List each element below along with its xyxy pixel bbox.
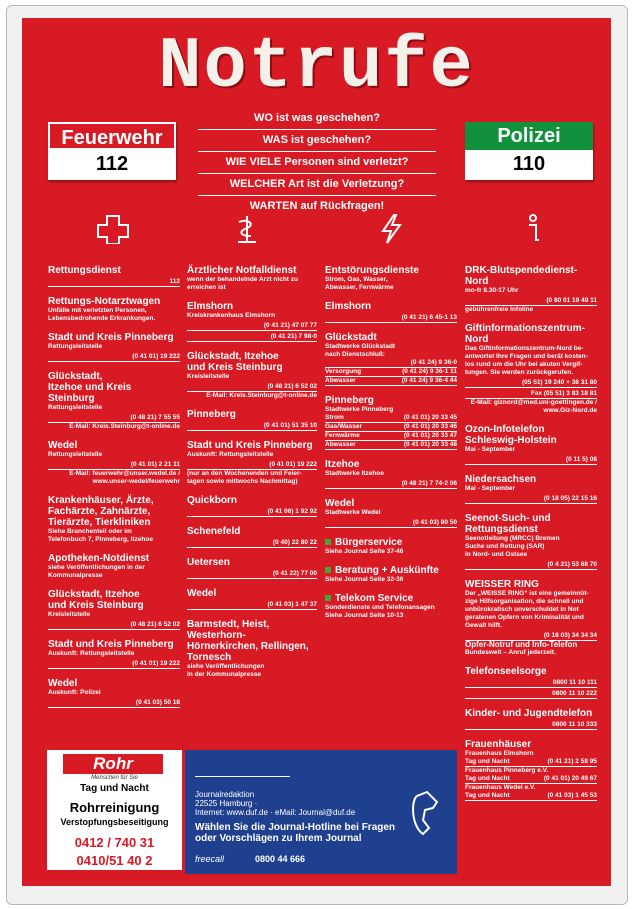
- entry-block: [187, 265, 317, 292]
- journal-headline-1: Wählen Sie die Journal-Hotline bei Fragen: [195, 822, 396, 833]
- phone-row-label: Tag und Nacht: [465, 775, 510, 782]
- entry-heading-cont: Schleswig-Holstein: [465, 435, 557, 446]
- rohr-ad: [47, 750, 182, 870]
- entry-subtext: Mai - September: [465, 446, 516, 453]
- entry-heading: Stadt und Kreis Pinneberg: [48, 639, 174, 650]
- police-sign: [465, 122, 593, 180]
- column-rescue: [48, 265, 180, 708]
- entry-heading: Krankenhäuser, Ärzte,: [48, 495, 154, 506]
- entry-subtext: Auskunft: Rettungsleitstelle: [48, 650, 135, 657]
- entry-subtext: Der „WEISSE RING“ ist eine gemeinnüt-: [465, 590, 589, 597]
- entry-block: [465, 666, 597, 699]
- fire-number: 112: [95, 153, 129, 175]
- phone-number: 0800 11 10 333: [465, 719, 597, 730]
- entry-block: [48, 678, 180, 708]
- bullet-heading: [325, 537, 457, 548]
- phone-row-label: Tag und Nacht: [465, 792, 510, 799]
- entry-block: [465, 579, 597, 657]
- journal-line1: Journalredaktion: [195, 790, 255, 799]
- phone-row: [325, 423, 457, 432]
- entry-block: [187, 409, 317, 431]
- phone-row-number: (0 41 24) 9 36-1 11: [402, 368, 457, 375]
- entry-block: [48, 639, 180, 669]
- entry-subtext: Stadtwerke Itzehoe: [325, 470, 384, 477]
- entry-block: [465, 474, 597, 504]
- fire-sign: [48, 122, 176, 180]
- question: WIE VIELE Personen sind verletzt?: [198, 152, 436, 174]
- entry-block: [325, 395, 457, 450]
- journal-phone: 0800 44 666: [255, 854, 306, 864]
- phone-number: (0 80 01 19 49 11: [465, 295, 597, 306]
- entry-subtext: Strom, Gas, Wasser,: [325, 276, 388, 283]
- entry-subtext: nach Dienstschluß:: [325, 351, 385, 358]
- phone-row: [465, 775, 597, 784]
- column-utilities: [325, 265, 457, 620]
- entry-block: [465, 708, 597, 730]
- entry-heading: Stadt und Kreis Pinneberg: [187, 440, 313, 451]
- phone-row: [325, 368, 457, 377]
- entry-heading: Niedersachsen: [465, 474, 537, 485]
- entry-block: [187, 557, 317, 579]
- phone-row-label: Frauenhaus Wedel e.V.: [465, 784, 536, 791]
- phone-row-number: (0 41 24) 9 36-0: [410, 359, 457, 366]
- entry-heading: Glückstadt: [325, 332, 377, 343]
- entry-heading: Stadt und Kreis Pinneberg: [48, 332, 174, 343]
- email-line: E-Mail: feuerwehr@unser.wedel.de / www.unser-wedel/feuerwehr: [69, 470, 180, 485]
- entry-subtext: Mai - September: [465, 485, 516, 492]
- entry-heading: WEISSER RING: [465, 579, 539, 590]
- phone-number: (0 41 06) 1 92 92: [187, 506, 317, 517]
- entry-block: [325, 498, 457, 528]
- question: WO ist was geschehen?: [198, 108, 436, 130]
- entry-heading: Elmshorn: [187, 301, 234, 312]
- phone-row: [465, 792, 597, 801]
- bullet-heading-text: Bürgerservice: [335, 537, 403, 548]
- bullet-heading-text: Beratung + Auskünfte: [335, 565, 439, 576]
- entry-heading: Glückstadt, Itzehoe: [187, 351, 279, 362]
- entry-block: [325, 265, 457, 292]
- phone-number: 0800 11 10 111: [465, 677, 597, 688]
- phone-number: (0 41 21) 7 98-0: [187, 331, 317, 342]
- entry-subtext: Das Giftinformationszentrum-Nord be-: [465, 345, 584, 352]
- phone-row-label: Abwasser: [325, 441, 356, 448]
- entry-subtext: Opfer-Notruf und Info-Telefon: [465, 640, 578, 649]
- entry-heading: Quickborn: [187, 495, 238, 506]
- phone-number: (0 18 03) 34 34 34: [465, 630, 597, 641]
- entry-block: [325, 301, 457, 323]
- entry-subtext: Kreisleitstelle: [48, 611, 91, 618]
- entry-heading: Apotheken-Notdienst: [48, 553, 150, 564]
- question: WELCHER Art ist die Verletzung?: [198, 174, 436, 196]
- green-square-icon: [325, 567, 331, 573]
- rohr-service: Verstopfungsbeseitigung: [60, 817, 169, 827]
- phone-row-number: (0 41 01) 20 33 46: [403, 423, 457, 430]
- email-line: E-Mail: Kreis.Steinburg@t-online.de: [69, 423, 180, 430]
- journal-line2: 22525 Hamburg ·: [195, 799, 258, 808]
- entry-block: [465, 739, 597, 801]
- entry-subtext: erreichen ist: [187, 284, 226, 291]
- entry-block: [325, 565, 457, 584]
- entry-subtext: unbürokratisch unverschuldet in Not: [465, 606, 579, 613]
- phone-row-label: Gas/Wasser: [325, 423, 362, 430]
- entry-heading-cont: Fachärzte, Zahnärzte, Tierärzte, Tierkliniken: [48, 506, 151, 528]
- entry-heading-cont: und Kreis Steinburg: [48, 600, 144, 611]
- email-line: E-Mail: giznord@med.uni-goettingen.de / www.Giz-Nord.de: [470, 399, 597, 414]
- phone-number: (0 11 5) 08: [465, 454, 597, 465]
- bullet-heading: [325, 593, 457, 604]
- journal-ad: [185, 750, 457, 874]
- entry-block: [465, 265, 597, 314]
- entry-block: [325, 332, 457, 386]
- phone-row: [325, 441, 457, 450]
- entry-heading: Pinneberg: [325, 395, 374, 406]
- entry-subtext: Unfälle mit verletzten Personen,: [48, 307, 147, 314]
- phone-row-label: Versorgung: [325, 368, 362, 375]
- entry-subtext: in der Kommunalpresse: [187, 671, 262, 678]
- entry-subtext: Rettungsleitstelle: [48, 451, 103, 458]
- journal-line3: Internet: www.duf.de · eMail: Journal@duf.de: [195, 808, 356, 817]
- entry-subtext: los rund um die Uhr bei akuten Vergif-: [465, 361, 583, 368]
- entry-block: [48, 495, 180, 544]
- entry-block: [187, 526, 317, 548]
- entry-block: [325, 537, 457, 556]
- entry-heading: Elmshorn: [325, 301, 372, 312]
- entry-heading: Wedel: [48, 440, 78, 451]
- entry-heading: Kinder- und Jugendtelefon: [465, 708, 593, 719]
- entry-heading: Giftinformationszentrum-: [465, 323, 585, 334]
- entry-subtext: wenn der behandelnde Arzt nicht zu: [187, 276, 298, 283]
- phone-row-label: Fernwärme: [325, 432, 360, 439]
- phone-row: [325, 359, 457, 368]
- phone-number: (0 40) 22 80 22: [187, 537, 317, 548]
- entry-subtext: Siehe Branchenteil oder im: [48, 528, 132, 535]
- phone-number: (0 41 21) 6 45-1 13: [325, 312, 457, 323]
- entry-block: [465, 513, 597, 570]
- emergency-questions: [192, 108, 442, 217]
- entry-subtext: tagen sowie mittwochs Nachmittag): [187, 478, 298, 485]
- entry-subtext: Siehe Journal Seite 37-46: [325, 548, 404, 555]
- entry-block: [465, 323, 597, 415]
- phone-row-label: Frauenhaus Pinneberg e.V.: [465, 767, 549, 774]
- entry-block: [48, 265, 180, 287]
- entry-heading: Itzehoe: [325, 459, 360, 470]
- entry-heading-cont: und Kreis Steinburg: [187, 362, 283, 373]
- entry-heading: Entstörungsdienste: [325, 265, 419, 276]
- phone-number: (0 18 05) 22 15 16: [465, 493, 597, 504]
- phone-row-number: (0 41 01) 20 33 48: [403, 441, 457, 448]
- question: WARTEN auf Rückfragen!: [249, 200, 385, 212]
- entry-subtext: Abwasser, Fernwärme: [325, 284, 394, 291]
- entry-block: [187, 588, 317, 610]
- entry-heading: Wedel: [325, 498, 355, 509]
- emergency-card: [22, 18, 611, 886]
- entry-heading: Ärztlicher Notfalldienst: [187, 265, 297, 276]
- entry-block: [187, 440, 317, 486]
- entry-block: [187, 495, 317, 517]
- entry-heading: Glückstadt,: [48, 371, 103, 382]
- email-line: E-Mail: Kreis.Steinburg@t-online.de: [206, 392, 317, 399]
- entry-block: [48, 296, 180, 323]
- entry-heading: DRK-Blutspendedienst-: [465, 265, 578, 276]
- phone-handset-icon: [407, 790, 447, 838]
- phone-number: (0 41 01) 19 222: [187, 459, 317, 470]
- phone-number: (0 41 03) 80 50: [325, 517, 457, 528]
- entry-block: [187, 301, 317, 342]
- entry-subtext: siehe Veröffentlichungen in der: [48, 564, 145, 571]
- green-square-icon: [325, 595, 331, 601]
- police-number: 110: [512, 153, 546, 175]
- entry-heading: Schenefeld: [187, 526, 241, 537]
- phone-number: (0 48 21) 6 52 02: [187, 381, 317, 392]
- entry-heading: Seenot-Such- und: [465, 513, 551, 524]
- entry-subtext: in Nord- und Ostsee: [465, 551, 528, 558]
- phone-row-label: Strom: [325, 414, 344, 421]
- page-title: Notrufe: [158, 26, 475, 108]
- entry-block: [48, 553, 180, 580]
- phone-number: (0 41 21) 47 07 77: [187, 320, 317, 331]
- rohr-tagline: Menschen für Sie: [91, 775, 138, 781]
- rohr-sub: Tag und Nacht: [80, 783, 149, 794]
- entry-block: [465, 424, 597, 465]
- entry-heading: Barmstedt, Heist, Westerhorn-: [187, 619, 270, 641]
- entry-heading: Frauenhäuser: [465, 739, 532, 750]
- red-cross-icon: [96, 214, 130, 244]
- entry-subtext: Kommunalpresse: [48, 572, 103, 579]
- entry-subtext: antwortet Ihre Fragen und berät kosten-: [465, 353, 588, 360]
- phone-number: 112: [48, 276, 180, 287]
- phone-number: (0 48 21) 7 55 55: [48, 412, 180, 423]
- phone-row: [465, 784, 597, 792]
- phone-number: (0 41 01) 2 21 11: [48, 459, 180, 470]
- entry-subtext: Rettungsleitstelle: [48, 343, 103, 350]
- entry-heading-cont: Nord: [465, 276, 489, 287]
- phone-number: (0 48 21) 7 74-2 06: [325, 478, 457, 489]
- entry-subtext: tungen. Sie werden zurückgerufen.: [465, 369, 573, 376]
- phone-row: [325, 377, 457, 386]
- phone-row: [465, 767, 597, 775]
- entry-heading: Pinneberg: [187, 409, 236, 420]
- phone-row-label: Abwasser: [325, 377, 356, 384]
- phone-row-label: Tag und Nacht: [465, 758, 510, 765]
- entry-subtext: Sonderdienste und Telefonansagen: [325, 604, 435, 611]
- police-label: Polizei: [465, 122, 593, 150]
- entry-subtext: Auskunft: Rettungsleitstelle: [187, 451, 274, 458]
- entry-subtext: Gewalt hilft.: [465, 622, 502, 629]
- entry-heading-cont: Rettungsdienst: [465, 524, 538, 535]
- entry-heading: Rettungsdienst: [48, 265, 121, 276]
- phone-number: (0 41 03) 1 47 37: [187, 599, 317, 610]
- phone-row-number: (0 41 01) 20 33 45: [403, 414, 457, 421]
- entry-subtext: Seenotleitung (MRCC) Bremen: [465, 535, 560, 542]
- phone-number: (05 51) 19 240 + 38 31 80: [465, 377, 597, 388]
- phone-row-number: (0 41 24) 9 36-4 44: [401, 377, 457, 384]
- entry-subtext: Stadtwerke Wedel: [325, 509, 381, 516]
- info-icon: [516, 214, 550, 244]
- entry-subtext: Stadtwerke Pinneberg: [325, 406, 394, 413]
- entry-subtext: Lebensbedrohende Erkrankungen.: [48, 315, 156, 322]
- entry-subtext: mo-fr 8.30-17 Uhr: [465, 287, 519, 294]
- phone-number: (0 41 03) 50 18: [48, 697, 180, 708]
- entry-heading: Ozon-Infotelefon: [465, 424, 545, 435]
- phone-row: [325, 432, 457, 441]
- phone-number: (0 41 01) 19 222: [48, 351, 180, 362]
- entry-subtext: gebührenfreie Infoline: [465, 306, 534, 313]
- phone-row: [465, 750, 597, 758]
- entry-block: [325, 459, 457, 489]
- entry-heading: Rettungs-Notarztwagen: [48, 296, 161, 307]
- rohr-logo: Rohr: [63, 754, 163, 774]
- phone-row-label: Frauenhaus Elmshorn: [465, 750, 534, 757]
- phone-row-number: (0 41 01) 20 49 67: [543, 775, 597, 782]
- entry-subtext: Siehe Journal Seite 10-13: [325, 612, 404, 619]
- entry-heading-cont: Itzehoe und Kreis Steinburg: [48, 382, 132, 404]
- phone-row: [325, 414, 457, 423]
- entry-heading-cont: Nord: [465, 334, 489, 345]
- entry-subtext: Siehe Journal Seite 32-36: [325, 576, 404, 583]
- fire-label: Feuerwehr: [48, 122, 176, 150]
- phone-row-number: (0 41 01) 20 33 47: [403, 432, 457, 439]
- caduceus-icon: [230, 214, 264, 244]
- entry-heading: Glückstadt, Itzehoe: [48, 589, 140, 600]
- bullet-heading-text: Telekom Service: [335, 593, 414, 604]
- entry-subtext: Telefonbuch 7, Pinneberg, Itzehoe: [48, 536, 153, 543]
- phone-number: 0800 11 10 222: [465, 688, 597, 699]
- entry-subtext: (nur an den Wochenenden und Feier-: [187, 470, 302, 477]
- bullet-heading: [325, 565, 457, 576]
- entry-heading: Wedel: [48, 678, 78, 689]
- journal-headline-2: oder Vorschlägen zu Ihrem Journal: [195, 833, 362, 844]
- entry-subtext: Kreiskrankenhaus Elmshorn: [187, 312, 276, 319]
- entry-subtext: Kreisleitstelle: [187, 373, 230, 380]
- phone-number: Fax (05 51) 3 83 18 81: [465, 388, 597, 399]
- entry-subtext: Auskunft: Polizei: [48, 689, 101, 696]
- entry-block: [187, 351, 317, 400]
- entry-heading: Uetersen: [187, 557, 230, 568]
- phone-row: [465, 758, 597, 767]
- entry-subtext: zige Hilfsorganisation, die schnell und: [465, 598, 584, 605]
- entry-subtext: Stadtwerke Glückstadt: [325, 343, 396, 350]
- entry-heading-cont: Hörnerkirchen, Rellingen, Tornesch: [187, 641, 309, 663]
- entry-subtext: siehe Veröffentlichungen: [187, 663, 265, 670]
- entry-block: [48, 371, 180, 431]
- phone-number: (0 41 01) 51 35 10: [187, 420, 317, 431]
- journal-freecall: freecall: [195, 854, 225, 864]
- green-square-icon: [325, 539, 331, 545]
- phone-number: (0 41 01) 19 222: [48, 658, 180, 669]
- phone-number: (0 4 21) 53 68 70: [465, 559, 597, 570]
- column-doctors: [187, 265, 317, 679]
- entry-subtext: Bundesweit – Anruf jederzeit.: [465, 649, 556, 656]
- entry-block: [325, 593, 457, 620]
- entry-block: [48, 440, 180, 486]
- entry-block: [48, 589, 180, 630]
- phone-row-number: (0 41 03) 1 45 53: [547, 792, 597, 799]
- rohr-phone-2: 0410/51 40 2: [76, 853, 153, 868]
- entry-block: [187, 619, 317, 679]
- lightning-icon: [374, 214, 408, 244]
- phone-number: (0 48 21) 6 52 02: [48, 619, 180, 630]
- entry-subtext: geratenen Opfern von Kriminalität und: [465, 614, 584, 621]
- entry-subtext: Suche und Rettung (SAR): [465, 543, 545, 550]
- column-hotlines: [465, 265, 597, 801]
- phone-number: (0 41 22) 77 00: [187, 568, 317, 579]
- rohr-phone-1: 0412 / 740 31: [74, 835, 155, 850]
- entry-heading: Wedel: [187, 588, 217, 599]
- phone-row-number: (0 41 21) 2 58 95: [547, 758, 597, 765]
- question: WAS ist geschehen?: [198, 130, 436, 152]
- entry-block: [48, 332, 180, 362]
- entry-heading: Telefonseelsorge: [465, 666, 547, 677]
- rohr-headline: Rohrreinigung: [69, 800, 160, 815]
- entry-subtext: Rettungsleitstelle: [48, 404, 103, 411]
